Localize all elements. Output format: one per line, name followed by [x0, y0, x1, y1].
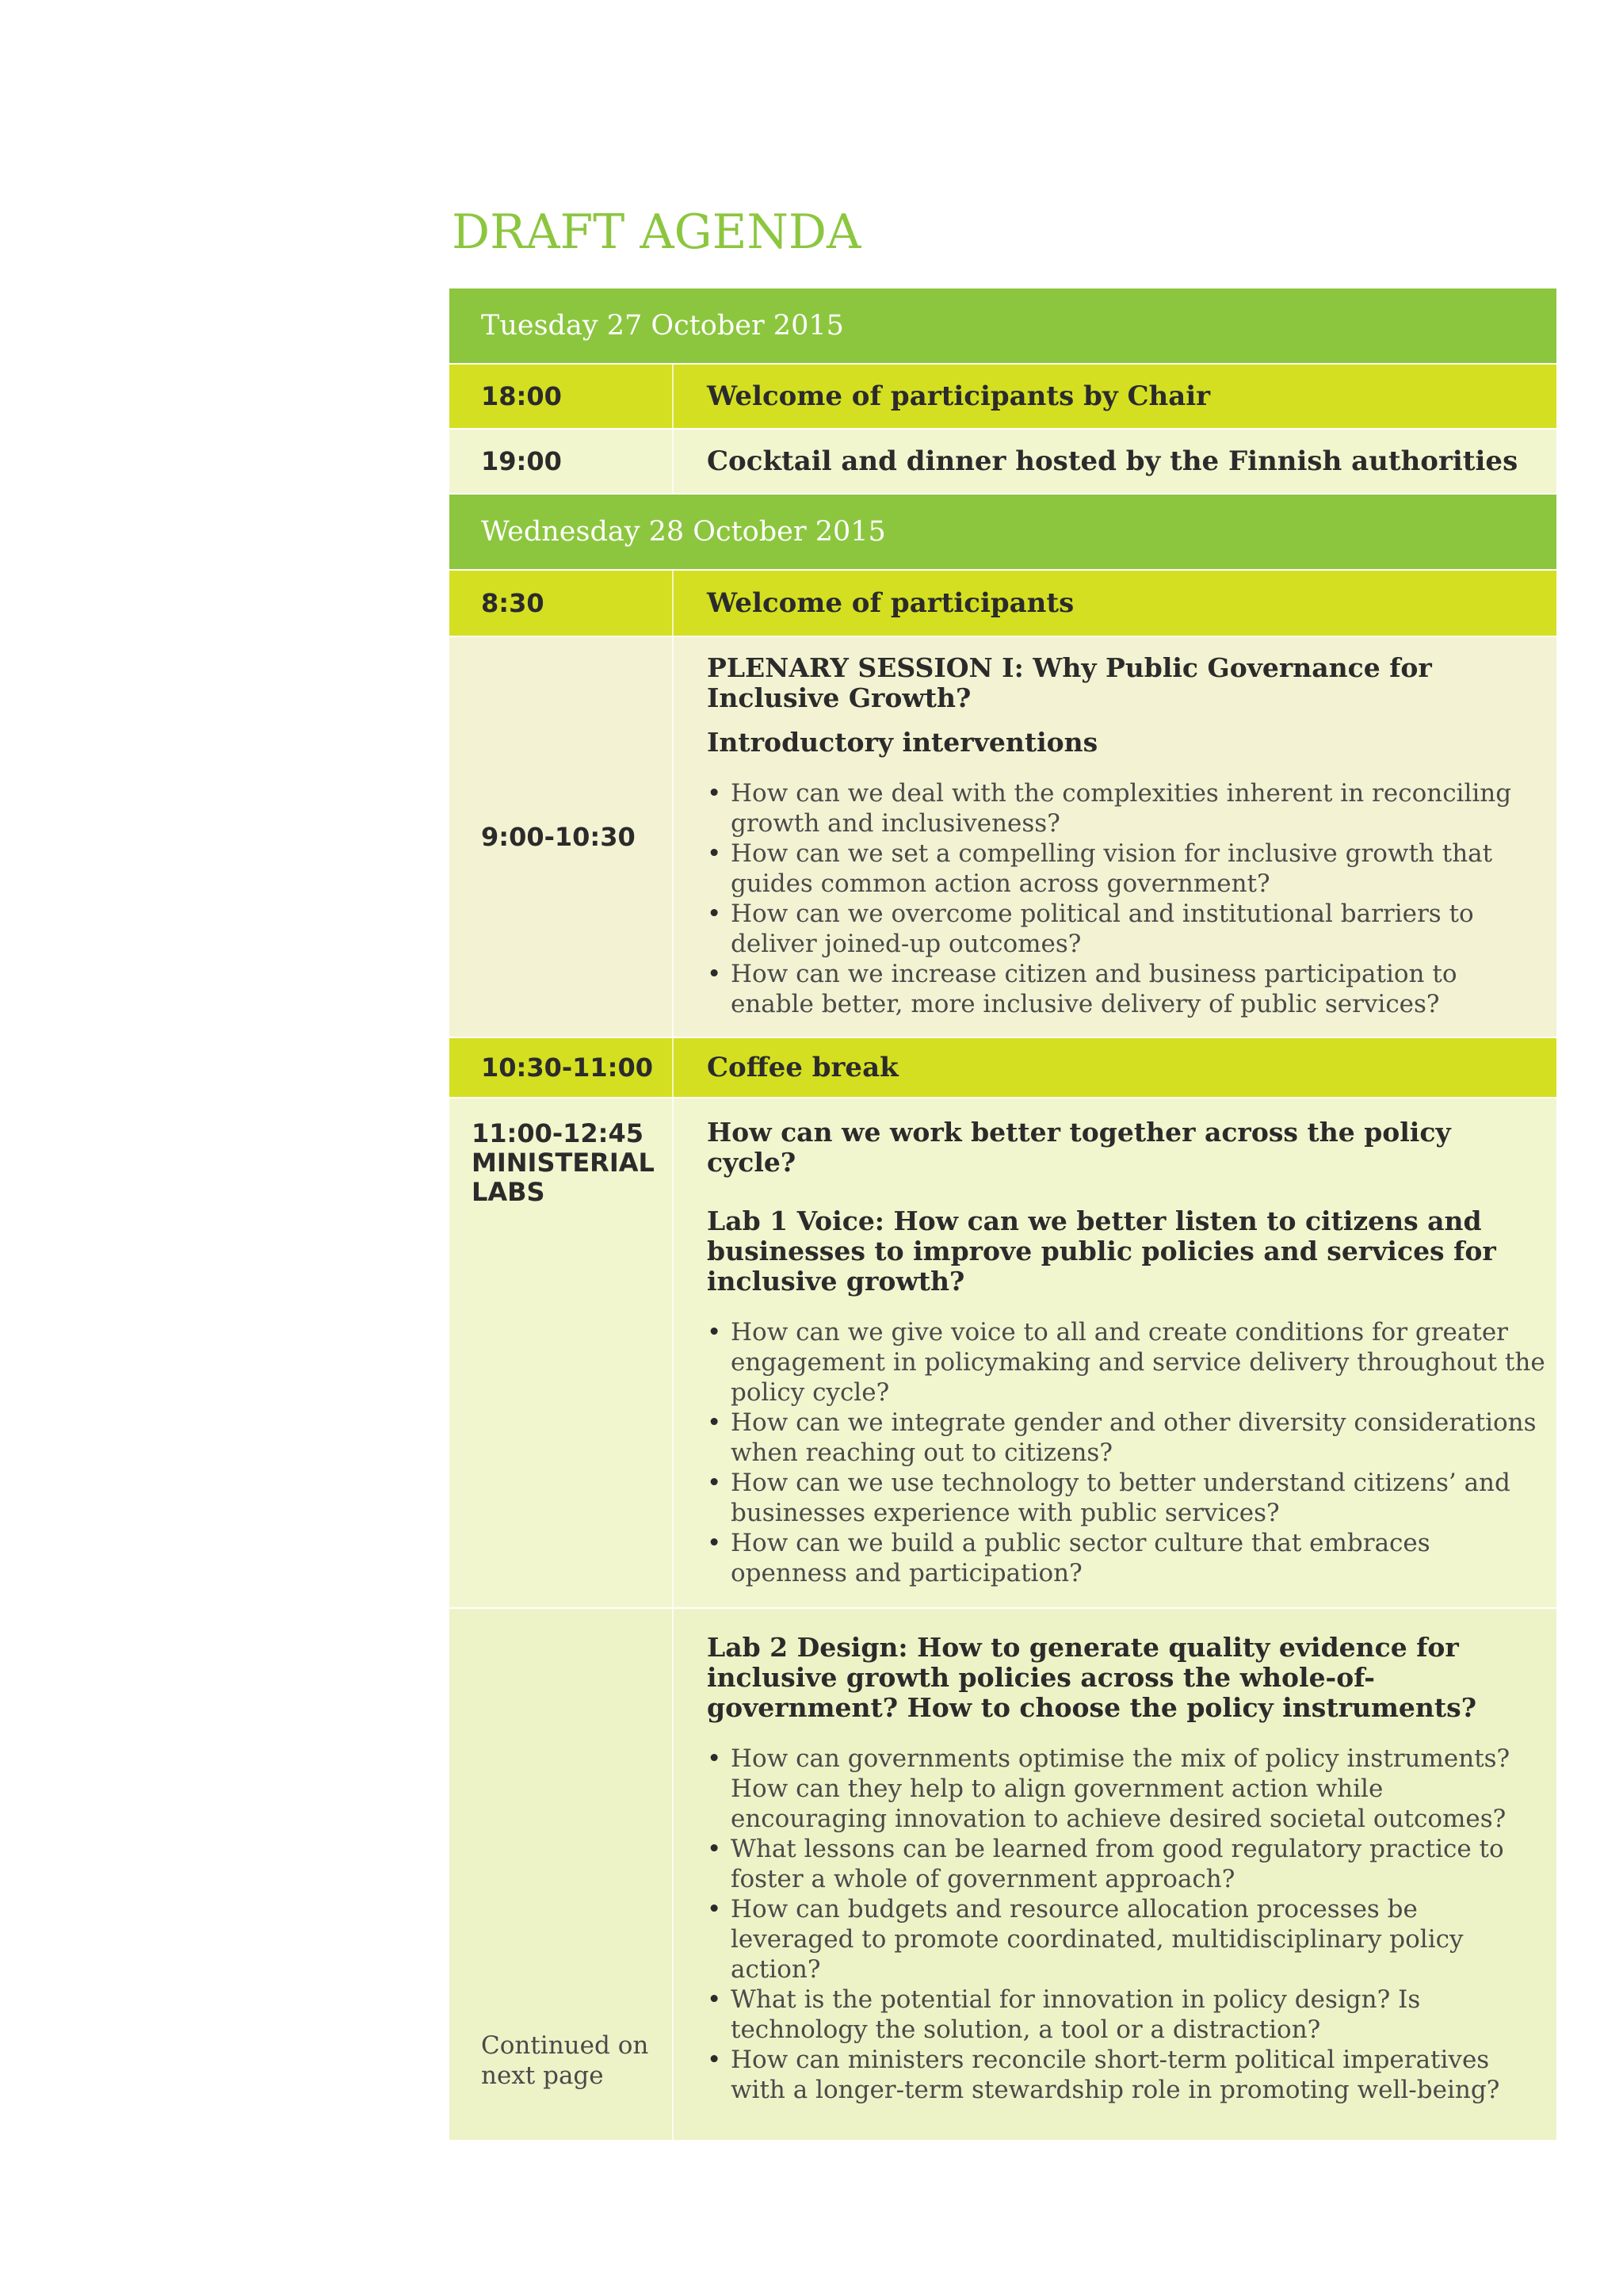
list-item: • How can we overcome political and institutional barriers to deliver joined-up outcomes?: [707, 899, 1545, 959]
agenda-row: [449, 430, 1556, 495]
agenda-item-text: Welcome of participants by Chair: [707, 380, 1211, 412]
agenda-row-plenary: [449, 637, 1556, 1038]
list-item: • How can we give voice to all and create conditions for greater engagement in policymaking and service delivery throughout the policy cycle?: [707, 1317, 1545, 1408]
agenda-item-text: Welcome of participants: [707, 587, 1075, 619]
agenda-row-lab2: [449, 1609, 1556, 2140]
question-list: [707, 778, 1545, 1019]
session-heading: How can we work better together across the policy cycle?: [707, 1117, 1451, 1178]
agenda-table: [449, 288, 1556, 2140]
list-item: • What is the potential for innovation in policy design? Is technology the solution, a tool or a distraction?: [707, 1985, 1545, 2045]
agenda-time: [449, 1098, 674, 1607]
agenda-row: [449, 365, 1556, 430]
agenda-time: 9:00-10:30: [449, 637, 674, 1037]
continued-note: Continued on next page: [481, 2031, 649, 2090]
list-item: • How can budgets and resource allocation processes be leveraged to promote coordinated, multidisciplinary policy action?: [707, 1894, 1545, 1985]
lab-title: Lab 1 Voice: How can we better listen to citizens and businesses to improve public policies and services for inclusive growth?: [707, 1205, 1496, 1297]
question-list: [707, 1744, 1545, 2105]
session-heading: PLENARY SESSION I: Why Public Governance for Inclusive Growth?: [707, 652, 1432, 713]
agenda-row: [449, 571, 1556, 637]
day-label: Wednesday 28 October 2015: [481, 516, 886, 548]
agenda-item-text: Cocktail and dinner hosted by the Finnish authorities: [707, 445, 1518, 477]
list-item: • How can we integrate gender and other diversity considerations when reaching out to citizens?: [707, 1408, 1545, 1468]
agenda-item-text: Coffee break: [707, 1052, 899, 1083]
day-header-tuesday: [449, 288, 1556, 365]
session-subheading: Introductory interventions: [707, 727, 1098, 758]
list-item: • How can we use technology to better understand citizens’ and businesses experience with public services?: [707, 1468, 1545, 1528]
time-line: 11:00-12:45: [472, 1118, 643, 1148]
list-item: • How can we increase citizen and business participation to enable better, more inclusive delivery of public services?: [707, 959, 1545, 1019]
agenda-time: 8:30: [449, 571, 674, 636]
list-item: • How can we build a public sector culture that embraces openness and participation?: [707, 1528, 1545, 1588]
agenda-time: 18:00: [449, 365, 674, 428]
time-line: MINISTERIAL: [472, 1148, 655, 1178]
day-label: Tuesday 27 October 2015: [481, 310, 844, 342]
question-list: [707, 1317, 1545, 1588]
agenda-session-content: [674, 1098, 1556, 1607]
agenda-session-content: [674, 1609, 1556, 2140]
agenda-row-lab1: [449, 1098, 1556, 1609]
list-item: • How can we deal with the complexities inherent in reconciling growth and inclusiveness?: [707, 778, 1545, 839]
agenda-session-content: [674, 637, 1556, 1037]
day-header-wednesday: [449, 495, 1556, 571]
agenda-time-cell: [449, 1609, 674, 2140]
list-item: • How can we set a compelling vision for inclusive growth that guides common action across government?: [707, 839, 1545, 899]
agenda-time: 19:00: [449, 430, 674, 493]
list-item: • How can governments optimise the mix of policy instruments? How can they help to align government action while encouraging innovation to achieve desired societal outcomes?: [707, 1744, 1545, 1834]
list-item: • What lessons can be learned from good regulatory practice to foster a whole of government approach?: [707, 1834, 1545, 1894]
agenda-row: [449, 1038, 1556, 1098]
page-title: DRAFT AGENDA: [452, 204, 861, 260]
agenda-time: 10:30-11:00: [449, 1038, 674, 1097]
time-line: LABS: [472, 1177, 545, 1207]
list-item: • How can ministers reconcile short-term political imperatives with a longer-term stewardship role in promoting well-being?: [707, 2045, 1545, 2105]
lab-title: Lab 2 Design: How to generate quality evidence for inclusive growth policies across the whole-of-government? How to choose the policy instruments?: [707, 1632, 1477, 1723]
